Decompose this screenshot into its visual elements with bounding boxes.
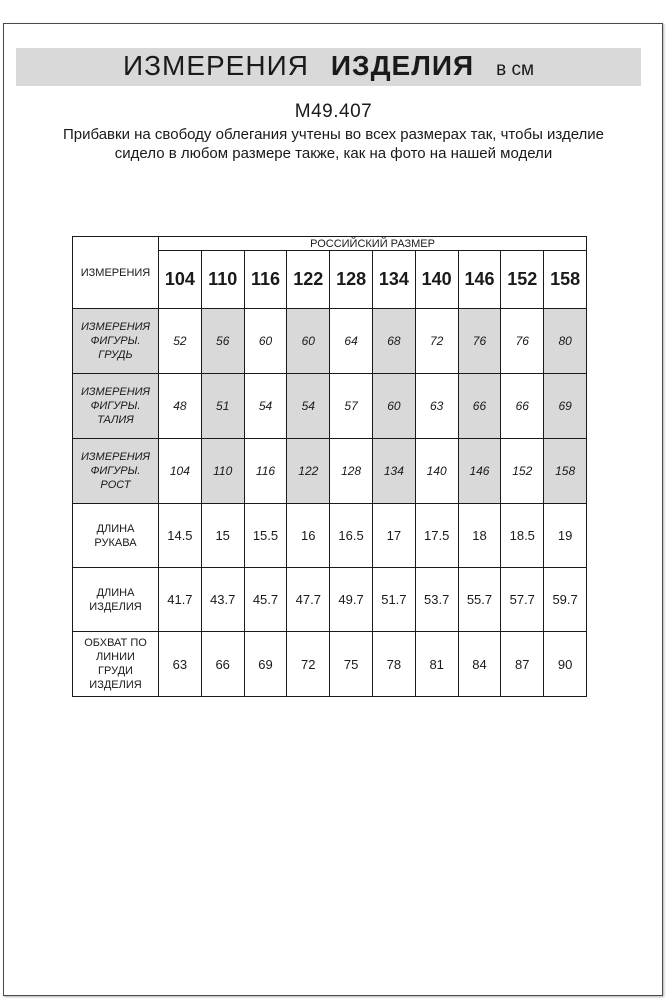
size-table [72,236,587,697]
table-cell: 17 [372,504,415,568]
table-row [73,439,587,504]
table-cell: 72 [415,309,458,374]
table-cell: 104 [159,439,202,504]
table-cell: 16.5 [330,504,373,568]
table-cell: 128 [330,439,373,504]
table-cell: 66 [458,374,501,439]
table-cell: 152 [501,439,544,504]
table-cell: 63 [159,632,202,697]
table-cell: 48 [159,374,202,439]
row-label: ИЗМЕРЕНИЯ ФИГУРЫ. РОСТ [73,439,159,504]
table-row [73,504,587,568]
table-row [73,568,587,632]
table-cell: 15 [201,504,244,568]
table-row [73,632,587,697]
table-cell: 122 [287,439,330,504]
table-cell: 59.7 [544,568,587,632]
size-header: 140 [415,251,458,309]
table-cell: 75 [330,632,373,697]
table-cell: 55.7 [458,568,501,632]
table-cell: 57.7 [501,568,544,632]
size-header: 110 [201,251,244,309]
table-cell: 78 [372,632,415,697]
row-label: ДЛИНА ИЗДЕЛИЯ [73,568,159,632]
size-table-body [73,237,587,697]
table-cell: 68 [372,309,415,374]
banner-unit: в см [496,59,535,80]
table-cell: 41.7 [159,568,202,632]
table-cell: 19 [544,504,587,568]
table-cell: 18 [458,504,501,568]
table-cell: 90 [544,632,587,697]
table-cell: 18.5 [501,504,544,568]
fit-note: Прибавки на свободу облегания учтены во всех размерах так, чтобы изделие сидело в любом размере также, как на фото на нашей модели [62,126,605,162]
row-label: ДЛИНА РУКАВА [73,504,159,568]
table-cell: 81 [415,632,458,697]
size-header: 128 [330,251,373,309]
table-cell: 63 [415,374,458,439]
table-cell: 43.7 [201,568,244,632]
size-header: 134 [372,251,415,309]
size-header: 146 [458,251,501,309]
size-header: 116 [244,251,287,309]
table-cell: 146 [458,439,501,504]
table-row [73,374,587,439]
table-cell: 140 [415,439,458,504]
table-cell: 116 [244,439,287,504]
table-cell: 134 [372,439,415,504]
table-cell: 54 [244,374,287,439]
table-cell: 49.7 [330,568,373,632]
table-cell: 57 [330,374,373,439]
table-cell: 45.7 [244,568,287,632]
table-cell: 69 [544,374,587,439]
table-cell: 69 [244,632,287,697]
table-cell: 76 [458,309,501,374]
table-cell: 52 [159,309,202,374]
table-cell: 72 [287,632,330,697]
table-cell: 47.7 [287,568,330,632]
table-cell: 53.7 [415,568,458,632]
corner-label: ИЗМЕРЕНИЯ [73,237,159,309]
table-cell: 110 [201,439,244,504]
table-cell: 51.7 [372,568,415,632]
size-header: 158 [544,251,587,309]
size-header: 152 [501,251,544,309]
table-cell: 84 [458,632,501,697]
size-header: 122 [287,251,330,309]
table-cell: 87 [501,632,544,697]
table-cell: 56 [201,309,244,374]
table-header-row [73,237,587,251]
title-banner [16,48,641,86]
size-header: 104 [159,251,202,309]
table-cell: 64 [330,309,373,374]
table-cell: 76 [501,309,544,374]
banner-title-part1: ИЗМЕРЕНИЯ [122,50,309,81]
table-cell: 66 [501,374,544,439]
table-cell: 60 [244,309,287,374]
table-cell: 51 [201,374,244,439]
table-cell: 60 [287,309,330,374]
row-label: ИЗМЕРЕНИЯ ФИГУРЫ. ГРУДЬ [73,309,159,374]
banner-title-part2: ИЗДЕЛИЯ [330,50,475,81]
group-header: РОССИЙСКИЙ РАЗМЕР [159,237,587,251]
table-cell: 80 [544,309,587,374]
model-code: М49.407 [294,101,373,122]
table-cell: 54 [287,374,330,439]
table-row [73,309,587,374]
table-cell: 16 [287,504,330,568]
table-cell: 60 [372,374,415,439]
row-label: ОБХВАТ ПО ЛИНИИ ГРУДИ ИЗДЕЛИЯ [73,632,159,697]
table-cell: 158 [544,439,587,504]
table-cell: 17.5 [415,504,458,568]
table-cell: 14.5 [159,504,202,568]
row-label: ИЗМЕРЕНИЯ ФИГУРЫ. ТАЛИЯ [73,374,159,439]
table-cell: 66 [201,632,244,697]
table-cell: 15.5 [244,504,287,568]
